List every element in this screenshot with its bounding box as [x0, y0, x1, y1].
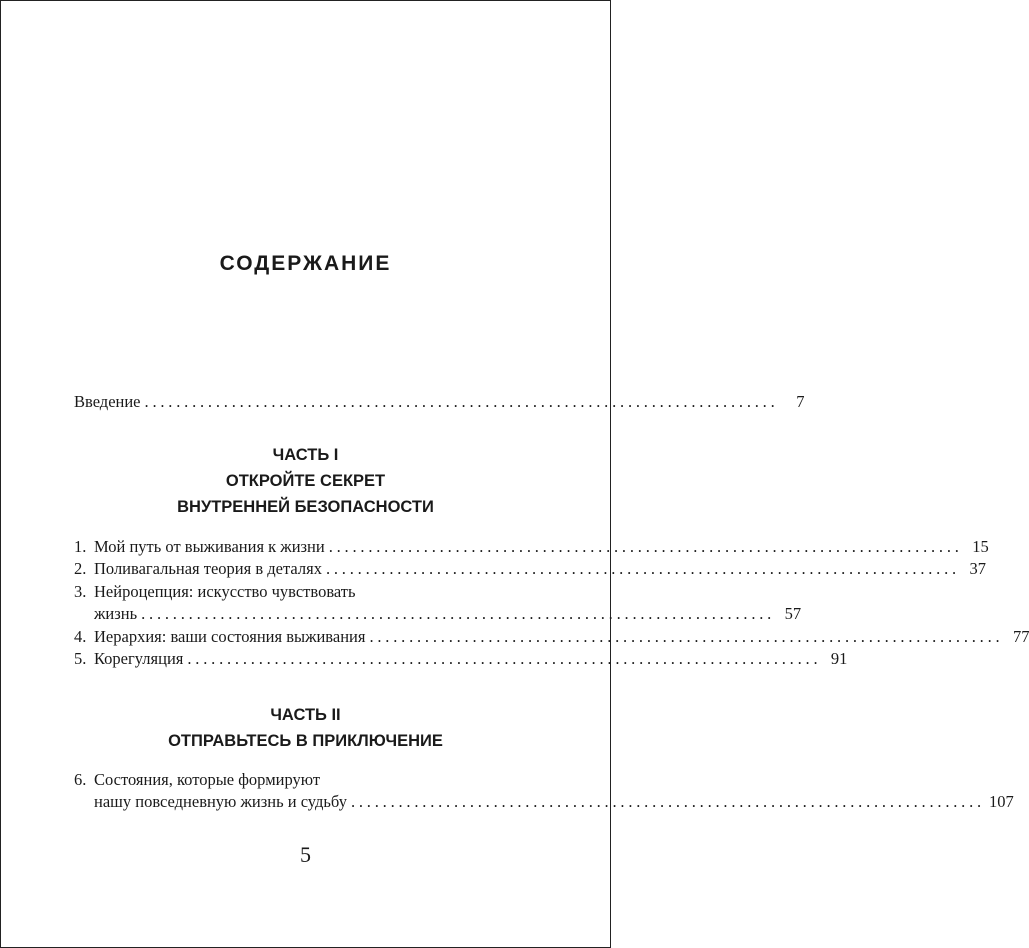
toc-entry-chapter-continuation[interactable]	[94, 791, 1014, 813]
toc-entry-label: жизнь	[94, 604, 138, 623]
toc-entry-label: нашу повседневную жизнь и судьбу	[94, 792, 347, 811]
toc-entry-label: Введение	[74, 392, 141, 411]
chapter-number: 5.	[74, 649, 87, 668]
leader-dots: ................................................................................	[187, 649, 822, 668]
leader-dots: ................................................................................	[141, 604, 776, 623]
part-title: ВНУТРЕННЕЙ БЕЗОПАСНОСТИ	[177, 498, 434, 516]
chapter-number: 6.	[74, 770, 87, 789]
toc-entry-intro[interactable]	[74, 391, 805, 413]
toc-page-number: 57	[784, 604, 802, 623]
chapter-number: 2.	[74, 559, 87, 578]
toc-entry-chapter[interactable]	[74, 536, 989, 558]
toc-entry-label: Корегуляция	[94, 649, 184, 668]
part-title: ОТКРОЙТЕ СЕКРЕТ	[225, 472, 386, 490]
part-label: ЧАСТЬ II	[270, 706, 341, 724]
leader-dots: ................................................................................	[350, 792, 985, 811]
toc-page-number: 15	[972, 537, 989, 556]
toc-page-number: 37	[969, 559, 986, 578]
toc-entry-chapter[interactable]	[74, 769, 498, 791]
toc-entry-label: Иерархия: ваши состояния выживания	[94, 627, 366, 646]
toc-page-number: 91	[830, 649, 848, 668]
toc-entry-chapter[interactable]	[74, 558, 986, 580]
toc-entry-chapter[interactable]	[74, 626, 1029, 648]
toc-entry-chapter[interactable]	[74, 648, 848, 670]
toc-page-number: 7	[796, 392, 805, 411]
toc-page-number: 107	[988, 792, 1014, 811]
chapter-number: 1.	[74, 537, 87, 556]
chapter-number: 3.	[74, 582, 87, 601]
toc-entry-label: Нейроцепция: искусство чувствовать	[94, 582, 356, 601]
page-number-footer: 5	[300, 842, 311, 867]
toc-entry-label: Состояния, которые формируют	[94, 770, 321, 789]
leader-dots: ................................................................................	[328, 537, 963, 556]
chapter-number: 4.	[74, 627, 87, 646]
page-title: СОДЕРЖАНИЕ	[219, 252, 392, 275]
toc-page-number: 77	[1012, 627, 1029, 646]
toc-entry-label: Мой путь от выживания к жизни	[94, 537, 325, 556]
toc-entry-chapter-continuation[interactable]	[94, 603, 802, 625]
toc-entry-label: Поливагальная теория в деталях	[94, 559, 322, 578]
leader-dots: ................................................................................	[325, 559, 960, 578]
part-title: ОТПРАВЬТЕСЬ В ПРИКЛЮЧЕНИЕ	[168, 732, 443, 750]
leader-dots: ................................................................................	[369, 627, 1004, 646]
toc-entry-chapter[interactable]	[74, 581, 498, 603]
part-label: ЧАСТЬ I	[272, 446, 339, 464]
leader-dots: ................................................................................	[144, 392, 779, 411]
